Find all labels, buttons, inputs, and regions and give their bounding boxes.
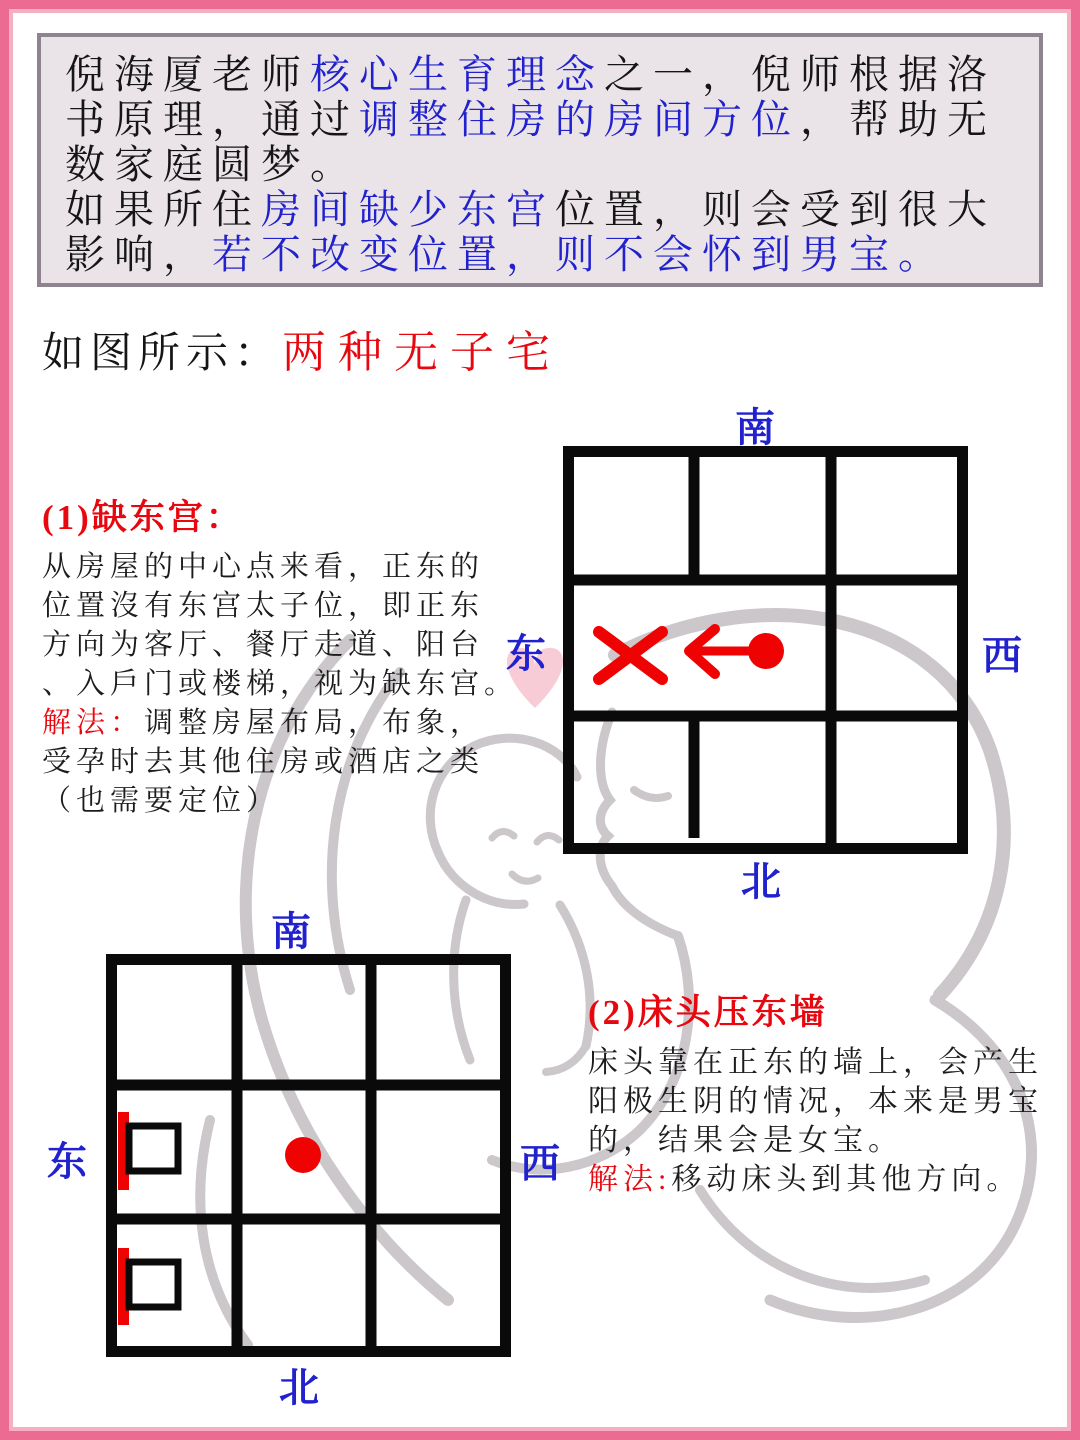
- solution-label: 解法:: [588, 1163, 672, 1196]
- section1-line: 从房屋的中心点来看，正东的: [42, 551, 485, 583]
- header-text: 之一，倪师根据洛: [604, 52, 996, 97]
- section1-line: 、入戶门或楼梯，视为缺东宫。: [42, 668, 519, 700]
- header-text-highlight: 核心生育理念: [310, 52, 604, 97]
- grid2-label-north: 北: [279, 1366, 319, 1410]
- x-mark-icon: [599, 632, 662, 679]
- bed-icon-bottom: [129, 1262, 178, 1307]
- section2-line: 阳极生阴的情况，本来是男宝: [588, 1085, 1043, 1118]
- section-missing-east-palace: [42, 490, 518, 821]
- grid2-label-south: 南: [271, 910, 311, 954]
- section2-solution-text: 移动床头到其他方向。: [671, 1163, 1022, 1196]
- header-text: 倪海厦老师: [65, 52, 310, 97]
- left-arrow-icon: [689, 629, 755, 674]
- header-text: ，帮助无: [800, 97, 996, 142]
- section2-line: 床头靠在正东的墙上，会产生: [588, 1046, 1043, 1079]
- section-bed-east-wall: [588, 985, 1043, 1199]
- section2-line: 的，结果会是女宝。: [588, 1124, 903, 1157]
- section1-line: 受孕时去其他住房或酒店之类: [42, 746, 485, 778]
- grid-missing-east-palace: [563, 446, 968, 854]
- grid1-label-east: 东: [506, 632, 546, 676]
- grid2-label-west: 西: [520, 1142, 560, 1186]
- header-line: [65, 97, 1039, 142]
- section1-line: 方向为客厅、餐厅走道、阳台: [42, 629, 485, 661]
- header-text: 如果所住: [65, 187, 261, 232]
- subtitle-highlight: 两种无子宅: [282, 328, 563, 377]
- grid1-label-west: 西: [982, 634, 1022, 678]
- subtitle-prefix: 如图所示：: [42, 331, 283, 377]
- grid1-label-south: 南: [735, 406, 775, 450]
- section1-line: （也需要定位）: [42, 785, 281, 817]
- grid-bed-east-wall: [106, 954, 511, 1357]
- section2-title: (2)床头压东墙: [588, 993, 828, 1032]
- center-dot-icon: [285, 1137, 321, 1173]
- section1-title: (1)缺东宫：: [42, 498, 244, 537]
- section1-solution-text: 调整房屋布局，布象，: [144, 707, 485, 739]
- section2-solution-line: [588, 1160, 1043, 1199]
- header-box: [37, 33, 1043, 287]
- section1-line: 位置沒有东宫太子位，即正东: [42, 590, 485, 622]
- header-text: 位置，则会受到很大: [555, 187, 996, 232]
- header-line: [65, 232, 1039, 277]
- solution-label: 解法：: [42, 707, 145, 739]
- header-text-highlight: 若不改变位置，则不会怀到男宝。: [212, 232, 947, 277]
- header-text-highlight: 房间缺少东宫: [261, 187, 555, 232]
- subtitle: [42, 316, 562, 380]
- header-text: 数家庭圆梦。: [65, 142, 359, 187]
- bed-icon-middle: [129, 1126, 178, 1171]
- grid2-label-east: 东: [47, 1140, 87, 1184]
- header-line: [65, 187, 1039, 232]
- header-text-highlight: 调整住房的房间方位: [359, 97, 800, 142]
- section1-solution-line: [42, 704, 518, 743]
- header-line: [65, 52, 1039, 97]
- grid1-label-north: 北: [741, 860, 781, 904]
- header-line: [65, 142, 1039, 187]
- header-text: 影响，: [65, 232, 212, 277]
- header-text: 书原理，通过: [65, 97, 359, 142]
- center-dot-icon: [748, 633, 784, 669]
